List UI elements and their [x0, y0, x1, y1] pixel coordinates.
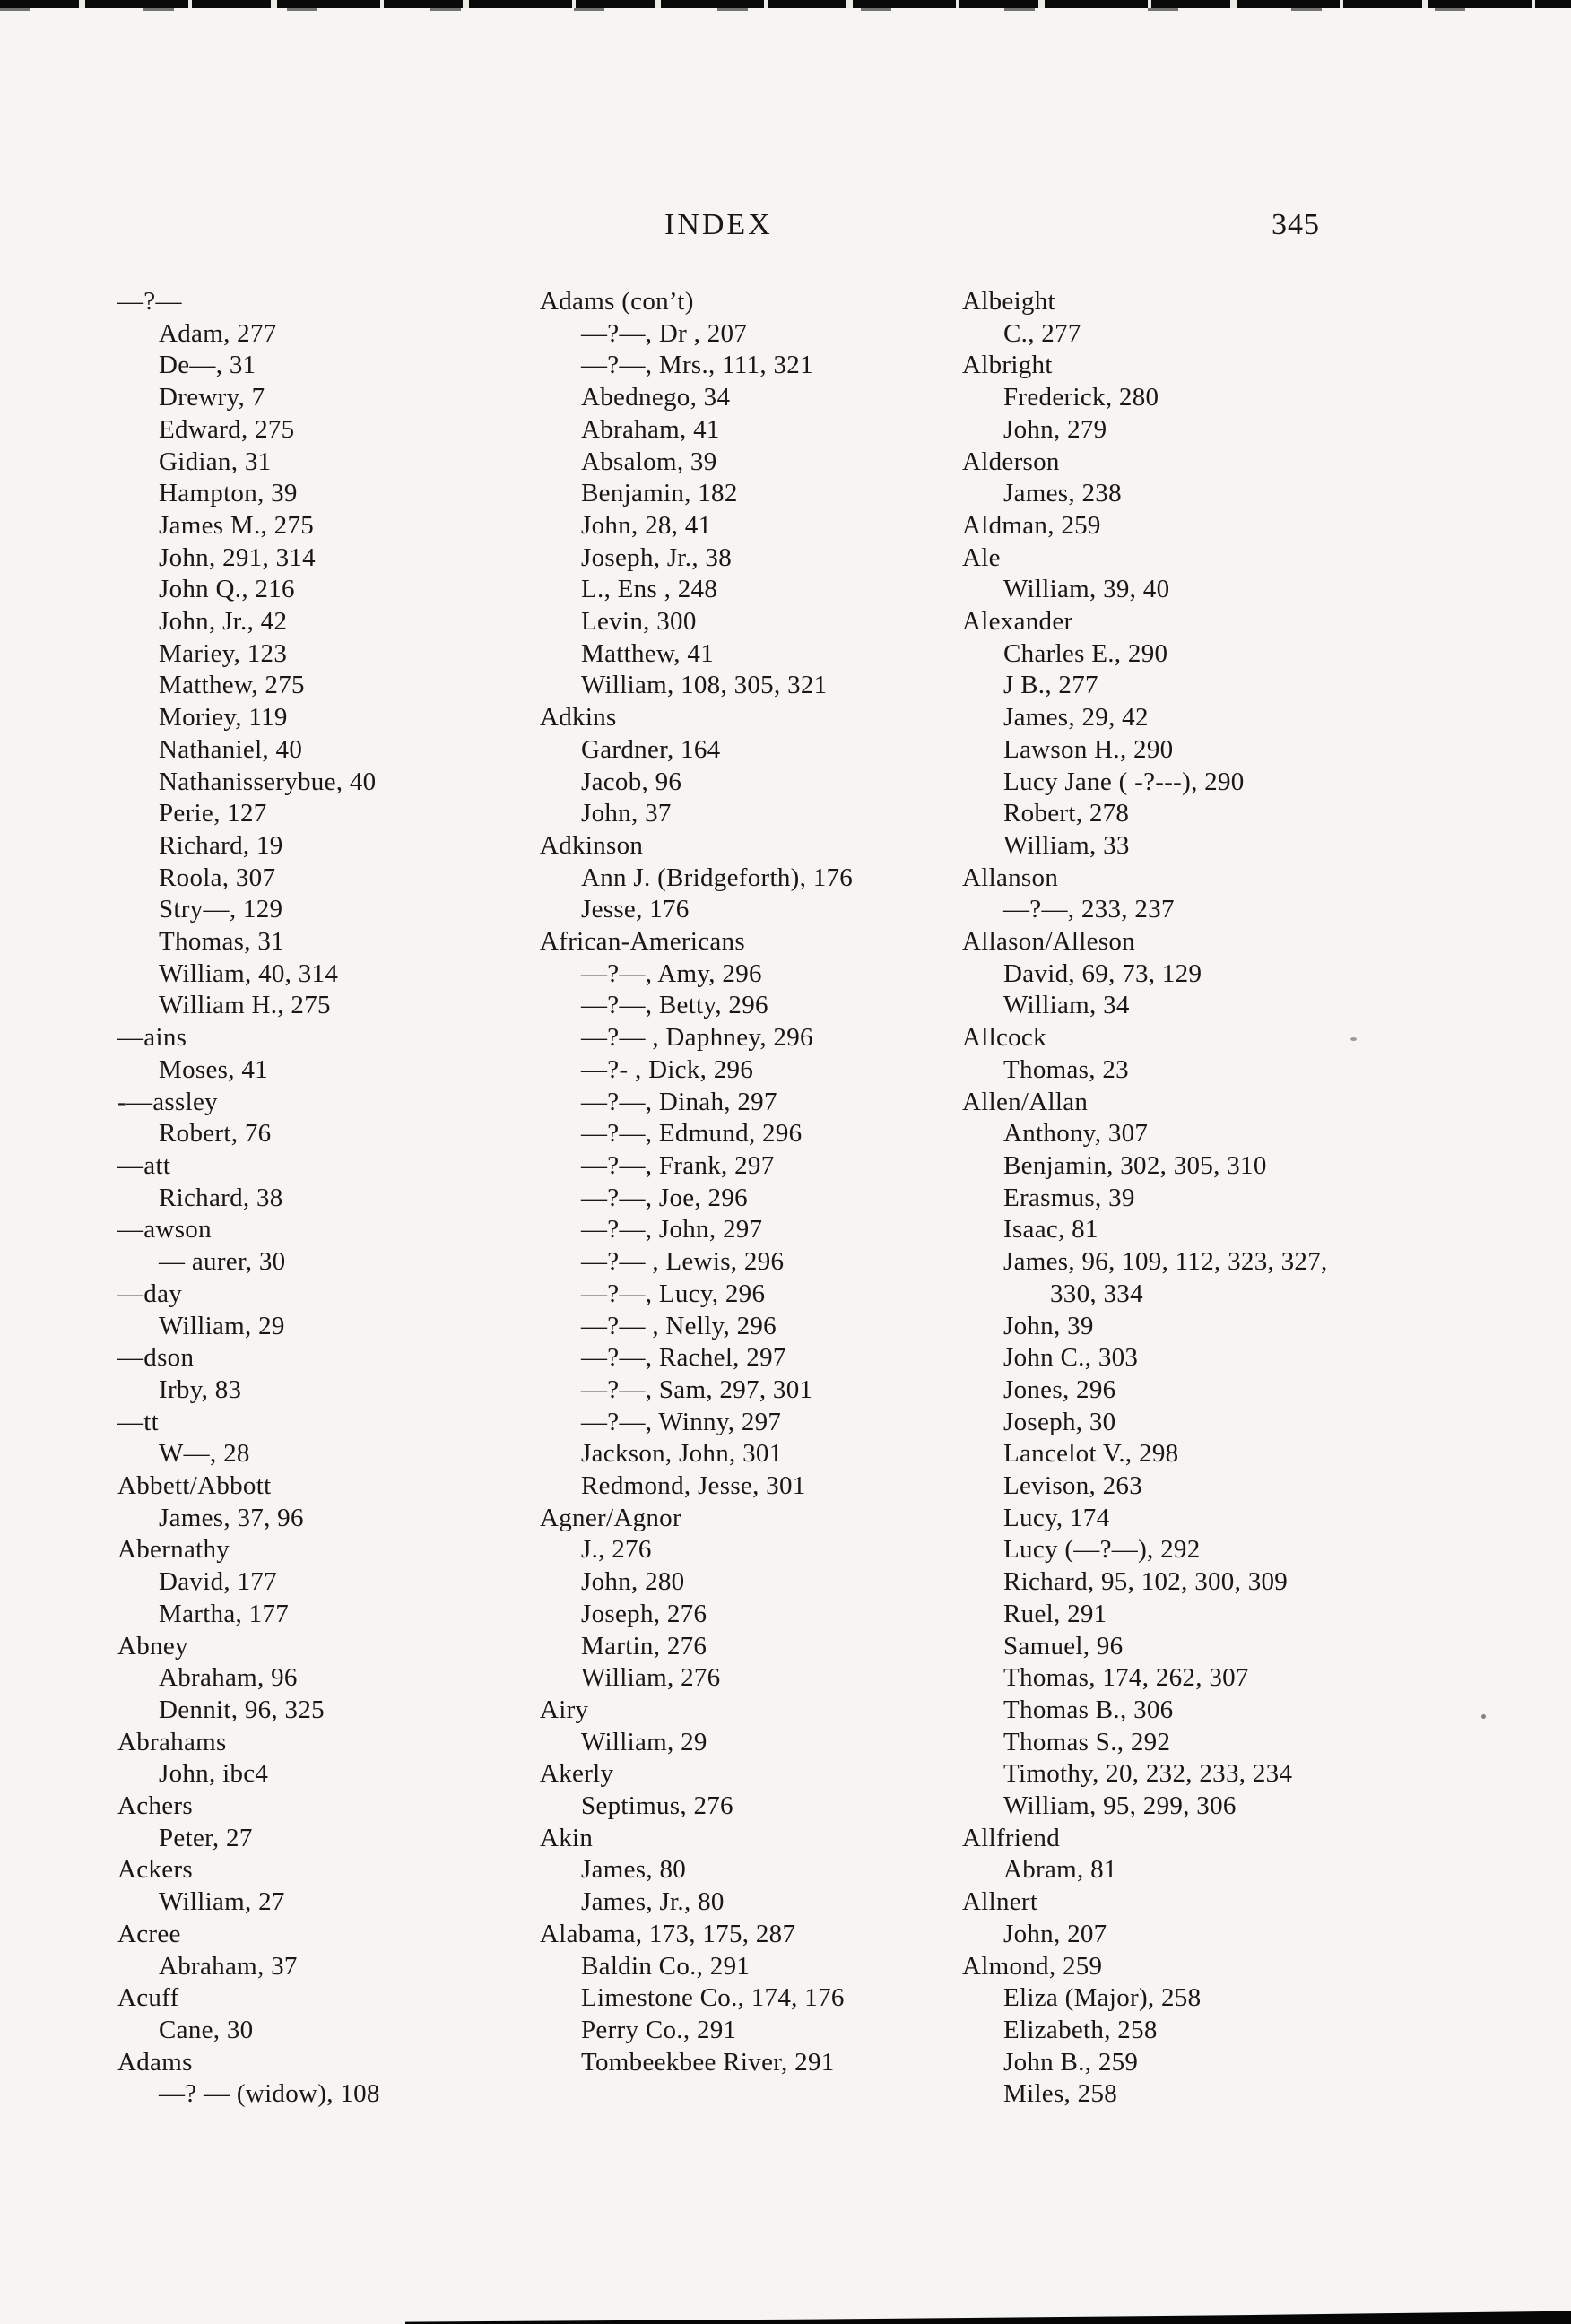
index-entry: Ruel, 291: [1003, 1599, 1107, 1628]
index-surname-entry: Adams: [117, 2047, 193, 2077]
index-surname-entry: Allen/Allan: [962, 1087, 1089, 1116]
index-entry: Levison, 263: [1003, 1471, 1143, 1501]
index-entry: Anthony, 307: [1003, 1119, 1149, 1149]
index-entry: —?—, Amy, 296: [581, 958, 762, 988]
index-surname-entry: African-Americans: [540, 927, 745, 957]
index-entry: Erasmus, 39: [1003, 1183, 1135, 1212]
index-entry: William, 108, 305, 321: [581, 671, 828, 700]
index-surname-entry: Acree: [117, 1919, 181, 1948]
index-entry: William, 39, 40: [1003, 575, 1170, 604]
index-surname-entry: —tt: [117, 1407, 160, 1436]
index-entry: David, 177: [159, 1567, 277, 1597]
index-entry: Abednego, 34: [581, 383, 731, 412]
index-surname-entry: Allcock: [962, 1023, 1046, 1053]
index-entry: James, 29, 42: [1003, 703, 1149, 733]
index-entry: Joseph, 30: [1003, 1407, 1116, 1436]
index-entry: David, 69, 73, 129: [1003, 958, 1202, 988]
index-entry: —?- , Dick, 296: [581, 1054, 754, 1084]
index-surname-entry: Akerly: [540, 1759, 614, 1789]
index-entry: Irby, 83: [159, 1374, 242, 1404]
index-entry: J., 276: [581, 1535, 652, 1565]
index-entry: Thomas, 31: [159, 927, 284, 957]
index-entry: Peter, 27: [159, 1823, 253, 1852]
index-entry: Frederick, 280: [1003, 383, 1159, 412]
index-surname-entry: Abernathy: [117, 1535, 230, 1565]
index-entry: Lucy, 174: [1003, 1503, 1110, 1532]
index-entry: Perry Co., 291: [581, 2015, 737, 2044]
index-entry: Moriey, 119: [159, 703, 288, 733]
index-entry: Martin, 276: [581, 1631, 707, 1661]
index-entry: Robert, 76: [159, 1119, 272, 1149]
index-entry: Levin, 300: [581, 607, 697, 637]
index-entry: Benjamin, 182: [581, 479, 738, 508]
index-entry: Abraham, 96: [159, 1663, 298, 1693]
index-entry: William, 33: [1003, 830, 1130, 860]
index-surname-entry: Agner/Agnor: [540, 1503, 681, 1532]
index-column-3: [962, 286, 1393, 2111]
index-entry: —?—, Sam, 297, 301: [581, 1374, 813, 1404]
index-entry: William H., 275: [159, 991, 331, 1020]
index-surname-entry: Adams (con’t): [540, 287, 694, 316]
index-entry: James, Jr., 80: [581, 1887, 725, 1917]
index-entry: —?—, Edmund, 296: [581, 1119, 803, 1149]
index-surname-entry: —awson: [117, 1215, 212, 1244]
index-entry: Abraham, 37: [159, 1951, 298, 1981]
index-entry: Abram, 81: [1003, 1855, 1117, 1885]
index-entry: William, 276: [581, 1663, 721, 1693]
index-entry: —?—, Joe, 296: [581, 1183, 748, 1212]
index-entry: —?— , Lewis, 296: [581, 1247, 785, 1277]
index-surname-entry: Allason/Alleson: [962, 927, 1135, 957]
index-entry: —?—, Frank, 297: [581, 1150, 775, 1180]
scan-edge-top-shadow: [0, 8, 1571, 11]
index-entry: —?—, Dr , 207: [581, 318, 748, 348]
index-entry: Joseph, Jr., 38: [581, 542, 733, 572]
index-entry: James, 37, 96: [159, 1503, 304, 1532]
index-entry: William, 95, 299, 306: [1003, 1791, 1237, 1821]
index-entry: John, 207: [1003, 1919, 1107, 1948]
index-entry: —?—, Dinah, 297: [581, 1087, 777, 1116]
index-entry: John Q., 216: [159, 575, 295, 604]
index-entry: Abraham, 41: [581, 414, 720, 444]
index-entry: Robert, 278: [1003, 799, 1130, 828]
index-entry: William, 29: [159, 1311, 285, 1340]
index-surname-entry: Akin: [540, 1823, 594, 1852]
index-entry: Eliza (Major), 258: [1003, 1983, 1202, 2013]
index-surname-entry: Alabama, 173, 175, 287: [540, 1919, 796, 1948]
index-entry: Isaac, 81: [1003, 1215, 1098, 1244]
index-entry: — aurer, 30: [159, 1247, 286, 1277]
index-entry: Elizabeth, 258: [1003, 2015, 1158, 2044]
index-entry: John, 291, 314: [159, 542, 316, 572]
index-entry: Martha, 177: [159, 1599, 290, 1628]
index-entry: —?—, John, 297: [581, 1215, 763, 1244]
index-entry: Thomas S., 292: [1003, 1727, 1171, 1756]
index-surname-entry: Airy: [540, 1695, 589, 1724]
index-entry: Tombeekbee River, 291: [581, 2047, 835, 2077]
index-surname-entry: -—assley: [117, 1087, 218, 1116]
scan-speck: [1481, 1714, 1486, 1719]
index-surname-entry: Achers: [117, 1791, 193, 1821]
index-surname-entry: Albeight: [962, 287, 1055, 316]
index-surname-entry: Almond, 259: [962, 1951, 1103, 1981]
index-entry: Stry—, 129: [159, 895, 283, 924]
index-entry: —?—, 233, 237: [1003, 895, 1175, 924]
index-entry: J B., 277: [1003, 671, 1098, 700]
index-entry: Hampton, 39: [159, 479, 298, 508]
index-entry: Richard, 95, 102, 300, 309: [1003, 1567, 1289, 1597]
index-entry: —?—, Winny, 297: [581, 1407, 782, 1436]
index-entry: L., Ens , 248: [581, 575, 718, 604]
index-entry: Edward, 275: [159, 414, 295, 444]
index-entry: Nathanisserybue, 40: [159, 767, 377, 796]
index-entry: W—, 28: [159, 1439, 250, 1469]
scan-edge-bottom: [405, 2311, 1571, 2324]
index-surname-entry: Allanson: [962, 863, 1059, 892]
index-surname-entry: Albright: [962, 351, 1053, 380]
index-entry: Jacob, 96: [581, 767, 682, 796]
index-column-1: [117, 286, 548, 2111]
index-entry: William, 27: [159, 1887, 285, 1917]
index-entry: Richard, 38: [159, 1183, 283, 1212]
index-entry: Gardner, 164: [581, 734, 721, 764]
page-title: INDEX: [664, 208, 773, 241]
index-entry: De—, 31: [159, 351, 256, 380]
index-surname-entry: —?—: [117, 287, 182, 316]
index-entry: Thomas B., 306: [1003, 1695, 1174, 1724]
index-entry: Limestone Co., 174, 176: [581, 1983, 845, 2013]
index-entry: John, 39: [1003, 1311, 1094, 1340]
index-entry: William, 40, 314: [159, 958, 339, 988]
index-entry: John B., 259: [1003, 2047, 1139, 2077]
scan-edge-top: [0, 0, 1571, 8]
index-entry: —? — (widow), 108: [159, 2079, 380, 2109]
index-entry: Perie, 127: [159, 799, 267, 828]
index-surname-entry: Aldman, 259: [962, 510, 1101, 540]
index-entry: John, Jr., 42: [159, 607, 288, 637]
index-surname-entry: —att: [117, 1150, 171, 1180]
index-entry: —?—, Betty, 296: [581, 991, 768, 1020]
index-entry: Lucy (—?—), 292: [1003, 1535, 1201, 1565]
index-entry: Charles E., 290: [1003, 638, 1168, 668]
index-entry: Nathaniel, 40: [159, 734, 303, 764]
index-surname-entry: Ackers: [117, 1855, 193, 1885]
index-entry: Mariey, 123: [159, 638, 288, 668]
index-entry: Matthew, 41: [581, 638, 715, 668]
index-entry: John, 28, 41: [581, 510, 712, 540]
index-entry: Septimus, 276: [581, 1791, 733, 1821]
index-entry: Benjamin, 302, 305, 310: [1003, 1150, 1267, 1180]
index-entry: William, 34: [1003, 991, 1130, 1020]
index-entry: William, 29: [581, 1727, 707, 1756]
index-surname-entry: Adkinson: [540, 830, 644, 860]
index-entry: Lucy Jane ( -?---), 290: [1003, 767, 1245, 796]
index-surname-entry: —ains: [117, 1023, 187, 1053]
index-entry: John, 37: [581, 799, 672, 828]
index-surname-entry: Abrahams: [117, 1727, 227, 1756]
index-entry: Lawson H., 290: [1003, 734, 1174, 764]
index-surname-entry: Ale: [962, 542, 1001, 572]
index-entry: Baldin Co., 291: [581, 1951, 751, 1981]
index-entry: James M., 275: [159, 510, 315, 540]
index-entry: John, 279: [1003, 414, 1107, 444]
index-entry: Timothy, 20, 232, 233, 234: [1003, 1759, 1293, 1789]
index-entry: Lancelot V., 298: [1003, 1439, 1179, 1469]
index-surname-entry: Alexander: [962, 607, 1073, 637]
index-entry: Absalom, 39: [581, 447, 717, 476]
index-entry: 330, 334: [1050, 1279, 1143, 1308]
index-surname-entry: —day: [117, 1279, 183, 1308]
index-entry: Miles, 258: [1003, 2079, 1118, 2109]
index-entry: Redmond, Jesse, 301: [581, 1471, 806, 1501]
index-entry: Dennit, 96, 325: [159, 1695, 325, 1724]
index-surname-entry: —dson: [117, 1343, 195, 1373]
index-entry: Thomas, 174, 262, 307: [1003, 1663, 1249, 1693]
index-entry: Cane, 30: [159, 2015, 254, 2044]
index-entry: Gidian, 31: [159, 447, 272, 476]
scan-speck: [1350, 1037, 1357, 1041]
index-entry: —?—, Rachel, 297: [581, 1343, 786, 1373]
index-entry: Jones, 296: [1003, 1374, 1116, 1404]
index-entry: Adam, 277: [159, 318, 277, 348]
index-entry: Ann J. (Bridgeforth), 176: [581, 863, 854, 892]
index-entry: C., 277: [1003, 318, 1081, 348]
index-entry: Drewry, 7: [159, 383, 265, 412]
index-entry: Samuel, 96: [1003, 1631, 1124, 1661]
index-entry: James, 238: [1003, 479, 1122, 508]
index-entry: —?— , Daphney, 296: [581, 1023, 813, 1053]
index-surname-entry: Acuff: [117, 1983, 179, 2013]
index-entry: —?—, Lucy, 296: [581, 1279, 766, 1308]
index-surname-entry: Alderson: [962, 447, 1060, 476]
index-entry: Moses, 41: [159, 1054, 268, 1084]
index-entry: —?—, Mrs., 111, 321: [581, 351, 813, 380]
index-entry: Richard, 19: [159, 830, 283, 860]
index-entry: James, 96, 109, 112, 323, 327,: [1003, 1247, 1328, 1277]
index-entry: Jesse, 176: [581, 895, 690, 924]
index-surname-entry: Allnert: [962, 1887, 1038, 1917]
index-entry: Thomas, 23: [1003, 1054, 1129, 1084]
page-number: 345: [1272, 208, 1320, 241]
index-column-2: [540, 286, 970, 2078]
index-entry: James, 80: [581, 1855, 687, 1885]
index-surname-entry: Allfriend: [962, 1823, 1061, 1852]
index-entry: —?— , Nelly, 296: [581, 1311, 777, 1340]
index-surname-entry: Adkins: [540, 703, 617, 733]
index-surname-entry: Abney: [117, 1631, 188, 1661]
index-entry: John, 280: [581, 1567, 685, 1597]
index-entry: Roola, 307: [159, 863, 276, 892]
index-entry: Jackson, John, 301: [581, 1439, 783, 1469]
index-entry: Joseph, 276: [581, 1599, 707, 1628]
index-entry: John C., 303: [1003, 1343, 1139, 1373]
index-entry: John, ibc4: [159, 1759, 269, 1789]
index-entry: Matthew, 275: [159, 671, 305, 700]
index-surname-entry: Abbett/Abbott: [117, 1471, 272, 1501]
